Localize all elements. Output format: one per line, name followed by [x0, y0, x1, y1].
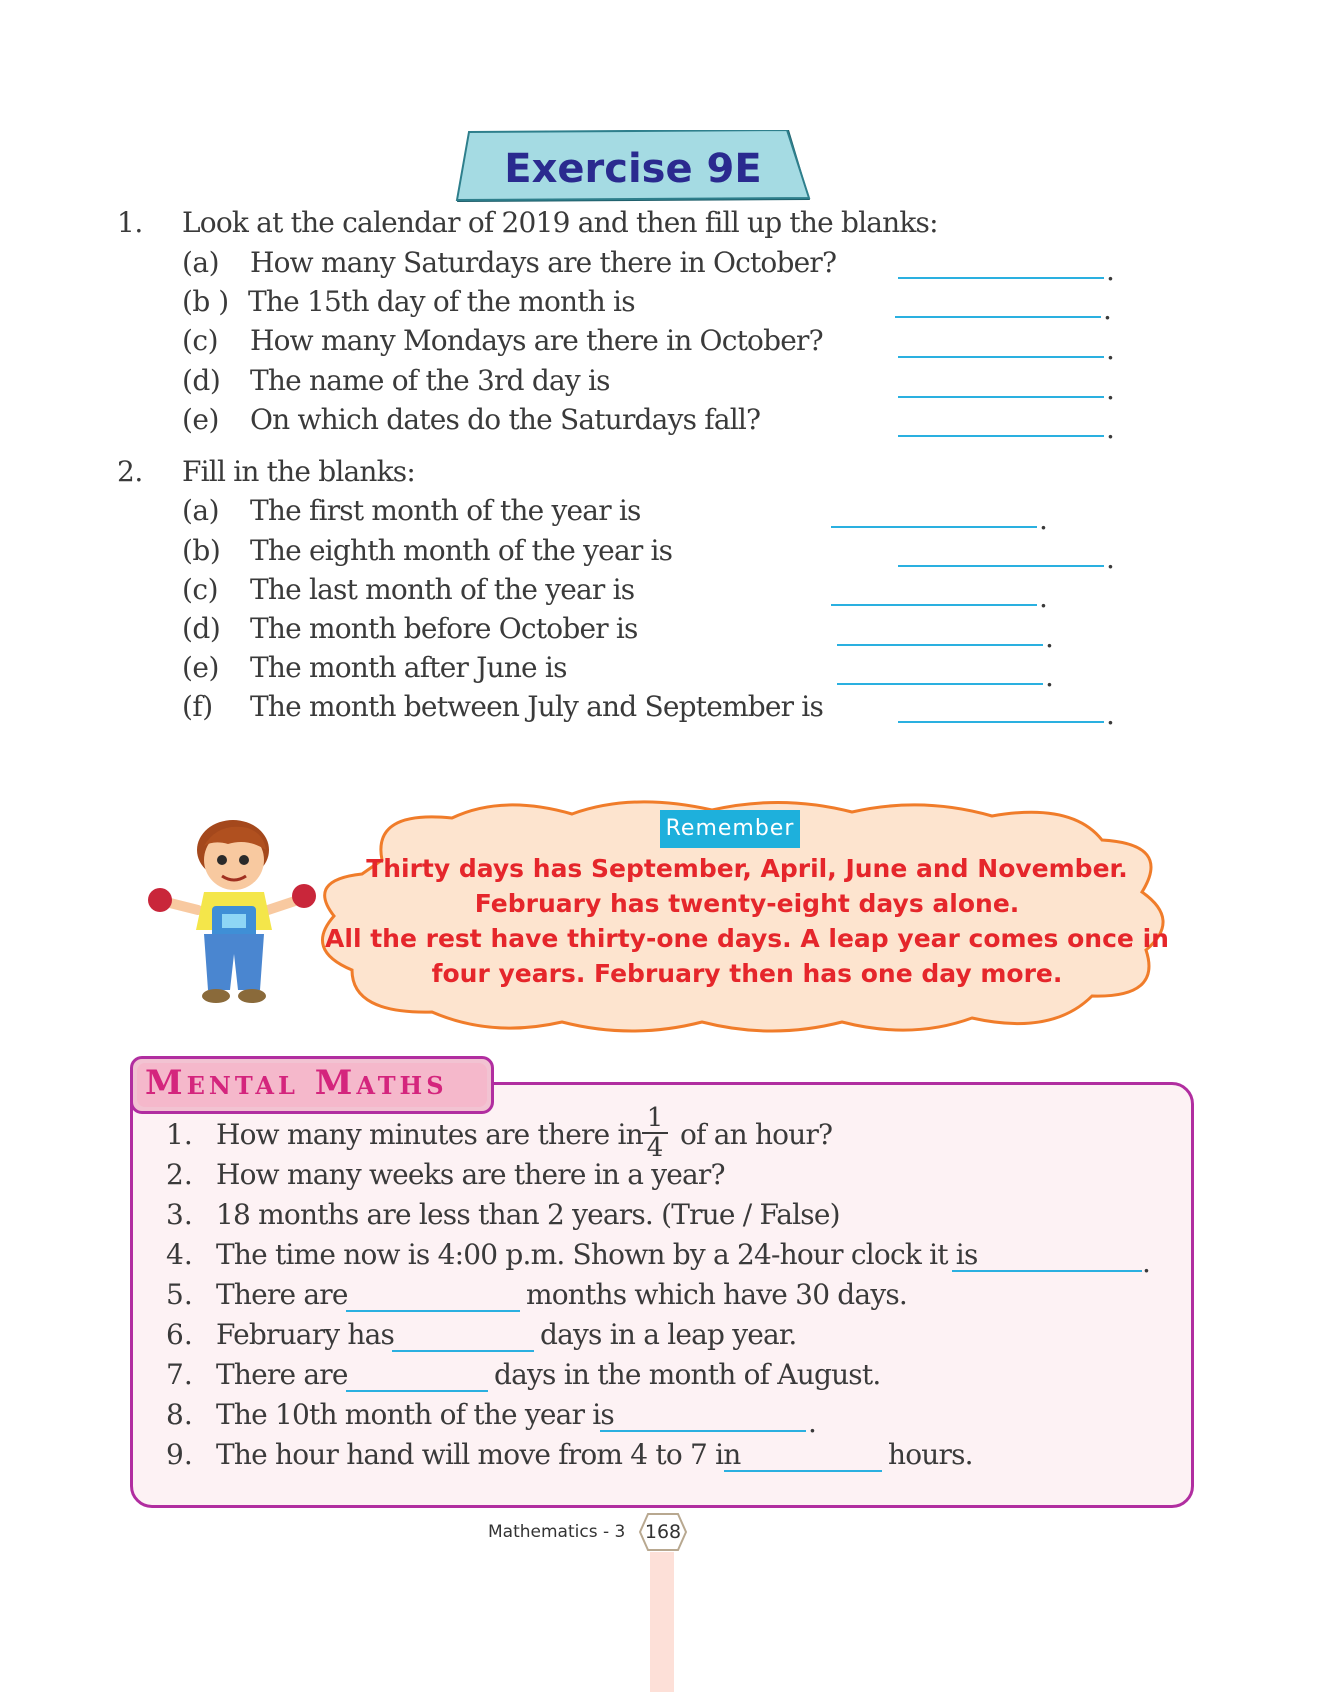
mm-item-2-text: How many weeks are there in a year? [216, 1158, 725, 1191]
q1-item-d-text: The name of the 3rd day is [250, 364, 610, 397]
mm-item-4-number: 4. [166, 1238, 193, 1271]
q1-item-c-period: . [1106, 333, 1115, 366]
remember-line-1: Thirty days has September, April, June and November. [366, 854, 1128, 883]
q2-item-b-blank[interactable] [898, 565, 1104, 567]
q1-item-b-text: The 15th day of the month is [248, 285, 635, 318]
q2-item-e-text: The month after June is [250, 651, 567, 684]
mm-item-4-period: . [1142, 1246, 1151, 1279]
remember-line-3: All the rest have thirty-one days. A leap year comes once in [325, 924, 1169, 953]
q1-item-b-period: . [1103, 293, 1112, 326]
q1-item-e-period: . [1106, 412, 1115, 445]
q1-item-a-label: (a) [182, 246, 220, 279]
mm-item-9-text-after: hours. [888, 1438, 973, 1471]
page-strip [650, 1552, 674, 1692]
mm-item-5-text: There are [216, 1278, 348, 1311]
mm-item-9-blank[interactable] [724, 1470, 882, 1472]
mm-item-7-number: 7. [166, 1358, 193, 1391]
mm-item-2-number: 2. [166, 1158, 193, 1191]
mm-item-1-number: 1. [166, 1118, 193, 1151]
q2-item-d-period: . [1045, 621, 1054, 654]
mm-item-9-text: The hour hand will move from 4 to 7 in [216, 1438, 741, 1471]
mm-item-3-text: 18 months are less than 2 years. (True / False) [216, 1198, 840, 1231]
mm-item-5-blank[interactable] [346, 1310, 520, 1312]
q2-item-b-period: . [1106, 542, 1115, 575]
remember-cloud [312, 800, 1182, 1040]
q2-item-d-label: (d) [182, 612, 221, 645]
fraction-one-quarter [640, 1104, 670, 1162]
q2-item-a-period: . [1039, 503, 1048, 536]
question-2-text: Fill in the blanks: [182, 455, 416, 488]
page-number-badge [638, 1512, 688, 1552]
q1-item-e-blank[interactable] [898, 435, 1104, 437]
q2-item-f-period: . [1106, 698, 1115, 731]
exercise-banner [455, 130, 875, 210]
fraction-denominator: 4 [646, 1133, 664, 1163]
question-1-text: Look at the calendar of 2019 and then fill up the blanks: [182, 206, 938, 239]
q1-item-b-label: (b ) [182, 285, 229, 318]
q1-item-c-label: (c) [182, 324, 219, 357]
q2-item-a-label: (a) [182, 494, 220, 527]
mm-item-6-text-after: days in a leap year. [540, 1318, 797, 1351]
q2-item-c-blank[interactable] [831, 604, 1037, 606]
mm-item-6-number: 6. [166, 1318, 193, 1351]
mm-item-6-text: February has [216, 1318, 395, 1351]
q2-item-d-blank[interactable] [837, 644, 1043, 646]
mm-item-8-number: 8. [166, 1398, 193, 1431]
question-1-number: 1. [117, 206, 143, 239]
q2-item-c-period: . [1039, 581, 1048, 614]
q1-item-d-label: (d) [182, 364, 221, 397]
q1-item-e-text: On which dates do the Saturdays fall? [250, 403, 761, 436]
mm-item-1-text: How many minutes are there in [216, 1118, 643, 1151]
boy-illustration [148, 810, 318, 1010]
q1-item-d-blank[interactable] [898, 396, 1104, 398]
q2-item-a-blank[interactable] [831, 526, 1037, 528]
remember-tag: Remember [660, 810, 800, 848]
q2-item-c-text: The last month of the year is [250, 573, 635, 606]
q2-item-f-label: (f) [182, 690, 213, 723]
q2-item-f-blank[interactable] [898, 721, 1104, 723]
q1-item-a-period: . [1106, 254, 1115, 287]
q1-item-a-blank[interactable] [898, 277, 1104, 279]
q1-item-c-text: How many Mondays are there in October? [250, 324, 823, 357]
q1-item-a-text: How many Saturdays are there in October? [250, 246, 837, 279]
question-2-number: 2. [117, 455, 143, 488]
q2-item-e-label: (e) [182, 651, 219, 684]
fraction-numerator: 1 [646, 1103, 664, 1133]
q2-item-b-text: The eighth month of the year is [250, 534, 673, 567]
q1-item-b-blank[interactable] [895, 316, 1101, 318]
q2-item-e-period: . [1045, 660, 1054, 693]
q1-item-d-period: . [1106, 373, 1115, 406]
mm-item-4-blank[interactable] [952, 1270, 1142, 1272]
footer-book-title: Mathematics - 3 [488, 1522, 626, 1542]
mm-item-4-text: The time now is 4:00 p.m. Shown by a 24-hour clock it is [216, 1238, 978, 1271]
mm-item-6-blank[interactable] [392, 1350, 534, 1352]
q1-item-c-blank[interactable] [898, 356, 1104, 358]
mental-maths-tab [130, 1056, 494, 1114]
mm-item-7-blank[interactable] [346, 1390, 488, 1392]
q2-item-f-text: The month between July and September is [250, 690, 824, 723]
mm-item-7-text-after: days in the month of August. [494, 1358, 881, 1391]
mental-maths-title: Mental Maths [145, 1063, 448, 1103]
q2-item-c-label: (c) [182, 573, 219, 606]
exercise-title: Exercise 9E [504, 146, 762, 192]
mm-item-5-text-after: months which have 30 days. [526, 1278, 908, 1311]
q2-item-e-blank[interactable] [837, 683, 1043, 685]
mm-item-8-period: . [808, 1406, 817, 1439]
page-number: 168 [644, 1521, 682, 1543]
mm-item-8-text: The 10th month of the year is [216, 1398, 614, 1431]
q2-item-a-text: The first month of the year is [250, 494, 641, 527]
mm-item-7-text: There are [216, 1358, 348, 1391]
q2-item-d-text: The month before October is [250, 612, 638, 645]
remember-line-4: four years. February then has one day more. [431, 959, 1063, 988]
q2-item-b-label: (b) [182, 534, 221, 567]
mm-item-9-number: 9. [166, 1438, 193, 1471]
mm-item-5-number: 5. [166, 1278, 193, 1311]
mm-item-8-blank[interactable] [600, 1430, 806, 1432]
mm-item-1-text-after: of an hour? [680, 1118, 833, 1151]
remember-line-2: February has twenty-eight days alone. [474, 889, 1020, 918]
mm-item-3-number: 3. [166, 1198, 193, 1231]
q1-item-e-label: (e) [182, 403, 219, 436]
